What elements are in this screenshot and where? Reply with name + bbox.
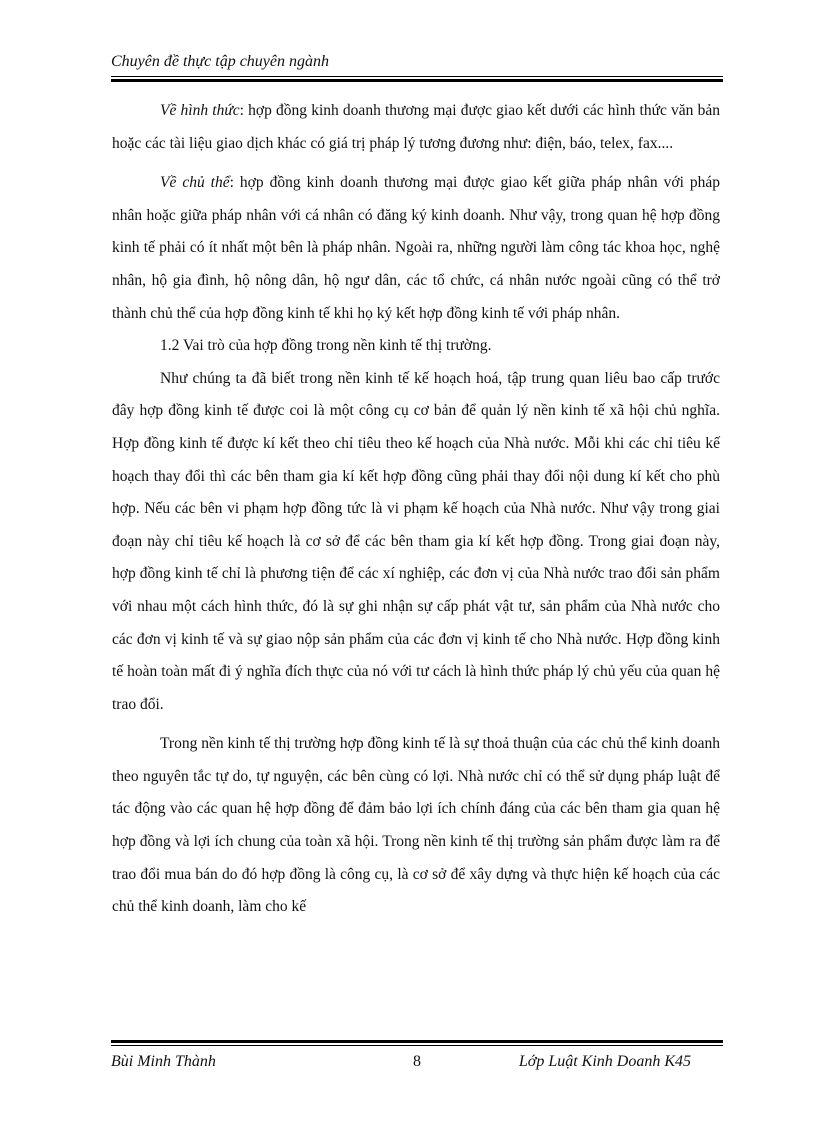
- header-rule-thick: [111, 79, 723, 82]
- paragraph-subject: [112, 167, 720, 330]
- footer-class-name: Lớp Luật Kinh Doanh K45: [518, 1053, 691, 1070]
- section-heading: 1.2 Vai trò của hợp đồng trong nền kinh tế thị trường.: [160, 337, 492, 355]
- footer-author: Bùi Minh Thành: [111, 1053, 216, 1070]
- paragraph-form: [112, 95, 720, 160]
- footer-rule-thin: [111, 1045, 723, 1046]
- paragraph-planned-economy: Như chúng ta đã biết trong nền kinh tế kế hoạch hoá, tập trung quan liêu bao cấp trước đây hợp đồng kinh tế được coi là một công cụ cơ bản để quản lý nền kinh tế xã hội chủ nghĩa. Hợp đồng kinh tế được kí kết theo chỉ tiêu theo kế hoạch của Nhà nước. Mỗi khi các chỉ tiêu kế hoạch thay đổi thì các bên tham gia kí kết hợp đồng cũng phải thay đổi nội dung kí kết cho phù hợp. Nếu các bên vi phạm hợp đồng tức là vi phạm kế hoạch của Nhà nước. Như vậy trong giai đoạn này chỉ tiêu kế hoạch là cơ sở để các bên tham gia kí kết hợp đồng. Trong giai đoạn này, hợp đồng kinh tế chỉ là phương tiện để các xí nghiệp, các đơn vị của Nhà nước trao đổi sản phẩm với nhau một cách hình thức, đó là sự ghi nhận sự cấp phát vật tư, sản phẩm của Nhà nước cho các đơn vị kinh tế và sự giao nộp sản phẩm của các đơn vị kinh tế cho Nhà nước. Hợp đồng kinh tế hoàn toàn mất đi ý nghĩa đích thực của nó với tư cách là hình thức pháp lý chủ yếu của quan hệ trao đổi.: [112, 369, 720, 713]
- footer-row: [111, 1050, 723, 1074]
- paragraph-subject-lead: Về chủ thể: [160, 174, 230, 192]
- paragraph-form-text: : hợp đồng kinh doanh thương mại được giao kết dưới các hình thức văn bản hoặc các tài liệu giao dịch khác có giá trị pháp lý tương đương như: điện, báo, telex, fax....: [112, 102, 720, 152]
- paragraph-market-economy: Trong nền kinh tế thị trường hợp đồng kinh tế là sự thoả thuận của các chủ thể kinh doanh theo nguyên tắc tự do, tự nguyện, các bên cùng có lợi. Nhà nước chỉ có thể sử dụng pháp luật để tác động vào các quan hệ hợp đồng để đảm bảo lợi ích chính đáng của các bên tham gia quan hệ hợp đồng và lợi ích chung của toàn xã hội. Trong nền kinh tế thị trường sản phẩm được làm ra để trao đổi mua bán do đó hợp đồng là công cụ, là cơ sở để xây dựng và thực hiện kế hoạch của các chủ thể kinh doanh, làm cho kế: [112, 735, 720, 916]
- footer-rule-thick: [111, 1040, 723, 1043]
- page-number: 8: [413, 1053, 421, 1070]
- document-body: [112, 95, 720, 924]
- page-header: [111, 50, 723, 74]
- header-title: Chuyên đề thực tập chuyên ngành: [111, 53, 329, 70]
- header-rule-thin: [111, 76, 723, 77]
- paragraph-form-lead: Về hình thức: [160, 102, 240, 119]
- paragraph-subject-text: : hợp đồng kinh doanh thương mại được giao kết giữa pháp nhân với pháp nhân hoặc giữa pháp nhân với cá nhân có đăng ký kinh doanh. Như vậy, trong quan hệ hợp đồng kinh tế phải có ít nhất một bên là pháp nhân. Ngoài ra, những người làm công tác khoa học, nghệ nhân, hộ gia đình, hộ nông dân, hộ ngư dân, các tổ chức, cá nhân nước ngoài cũng có thể trở thành chủ thể của hợp đồng kinh tế khi họ ký kết hợp đồng kinh tế với pháp nhân.: [112, 174, 720, 322]
